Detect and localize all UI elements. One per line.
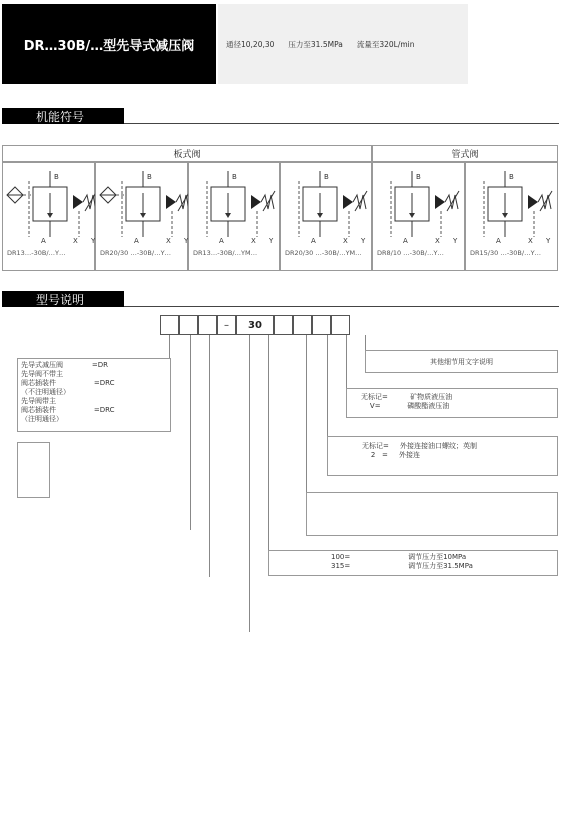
pressure-options-box	[268, 550, 558, 576]
code-slot	[274, 315, 293, 335]
code-slot	[312, 315, 331, 335]
symbol-caption: DR20/30 …-30B/…Y…	[100, 249, 172, 257]
symbol-caption: DR8/10 …-30B/…Y…	[377, 249, 444, 257]
svg-text:A: A	[219, 237, 224, 245]
connection-options-box	[327, 436, 558, 476]
svg-text:Y: Y	[91, 237, 96, 245]
symbol-cell	[280, 162, 372, 271]
symbol-caption: DR13…-30B/…YM…	[193, 249, 258, 257]
connection-option: 2 = 外接连	[362, 451, 421, 459]
code-slot	[293, 315, 312, 335]
blank-box	[17, 442, 50, 498]
symbol-cell	[465, 162, 558, 271]
symbol-cell	[372, 162, 465, 271]
svg-text:B: B	[54, 173, 59, 181]
svg-text:B: B	[232, 173, 237, 181]
section-title-symbols: 机能符号	[2, 108, 124, 124]
svg-text:Y: Y	[546, 237, 551, 245]
symbol-caption: DR20/30 …-30B/…YM…	[285, 249, 362, 257]
group-header-pipe: 管式阀	[372, 145, 558, 162]
type-options-box: 先导式减压阀 =DR 先导阀不带主 阀芯插装件 =DRC （不注明通径） 先导阀带主 阀芯插装件 =DRC （注明通径）	[17, 358, 171, 432]
blank-option-box	[306, 492, 558, 536]
svg-text:A: A	[134, 237, 139, 245]
connection-option: 无标记= 外接连接油口螺纹；英制	[362, 442, 477, 450]
code-slot	[198, 315, 217, 335]
code-series: 30	[236, 315, 274, 335]
code-slot	[160, 315, 179, 335]
svg-text:A: A	[311, 237, 316, 245]
valve-symbol-icon	[281, 171, 373, 251]
svg-text:X: X	[166, 237, 171, 245]
symbol-cell	[188, 162, 280, 271]
pressure-option: 100= 调节压力至10MPa	[331, 553, 467, 561]
code-slot	[331, 315, 350, 335]
symbol-cell	[2, 162, 95, 271]
spec-summary	[218, 4, 468, 84]
leader-line	[190, 335, 191, 530]
code-dash: –	[217, 315, 236, 335]
valve-symbol-icon	[466, 171, 559, 251]
section-title-model: 型号说明	[2, 291, 124, 307]
svg-text:X: X	[528, 237, 533, 245]
spec-flow: 流量至320L/min	[356, 39, 415, 49]
svg-text:B: B	[416, 173, 421, 181]
other-details-box: 其他细节用文字说明	[365, 350, 558, 373]
code-slot	[179, 315, 198, 335]
leader-line	[249, 335, 250, 632]
svg-text:X: X	[73, 237, 78, 245]
svg-text:B: B	[509, 173, 514, 181]
svg-text:Y: Y	[269, 237, 274, 245]
model-code-row	[160, 315, 350, 335]
spec-size: 通径10,20,30	[226, 39, 275, 49]
section-divider	[124, 306, 559, 307]
svg-text:A: A	[403, 237, 408, 245]
leader-line	[209, 335, 210, 577]
svg-text:X: X	[251, 237, 256, 245]
svg-text:Y: Y	[361, 237, 366, 245]
svg-text:B: B	[324, 173, 329, 181]
svg-text:A: A	[41, 237, 46, 245]
symbol-caption: DR15/30 …-30B/…Y…	[470, 249, 542, 257]
symbol-cell	[95, 162, 188, 271]
valve-symbol-icon	[3, 171, 96, 251]
document-title: DR…30B/…型先导式减压阀	[2, 4, 216, 84]
svg-text:Y: Y	[184, 237, 189, 245]
svg-text:X: X	[435, 237, 440, 245]
spec-pressure: 压力至31.5MPa	[288, 39, 343, 49]
valve-symbol-icon	[373, 171, 466, 251]
leader-line	[268, 335, 269, 575]
symbol-caption: DR13…-30B/…Y…	[7, 249, 66, 257]
leader-line	[169, 335, 170, 358]
valve-symbol-icon	[96, 171, 189, 251]
medium-option: V= 磷酸酯液压油	[361, 402, 450, 410]
svg-text:B: B	[147, 173, 152, 181]
medium-option: 无标记= 矿物质液压油	[361, 393, 453, 401]
group-header-plate: 板式阀	[2, 145, 372, 162]
svg-text:X: X	[343, 237, 348, 245]
medium-options-box	[346, 388, 558, 418]
svg-text:Y: Y	[453, 237, 458, 245]
valve-symbol-icon	[189, 171, 281, 251]
section-divider	[124, 123, 559, 124]
pressure-option: 315= 调节压力至31.5MPa	[331, 562, 473, 570]
svg-text:A: A	[496, 237, 501, 245]
